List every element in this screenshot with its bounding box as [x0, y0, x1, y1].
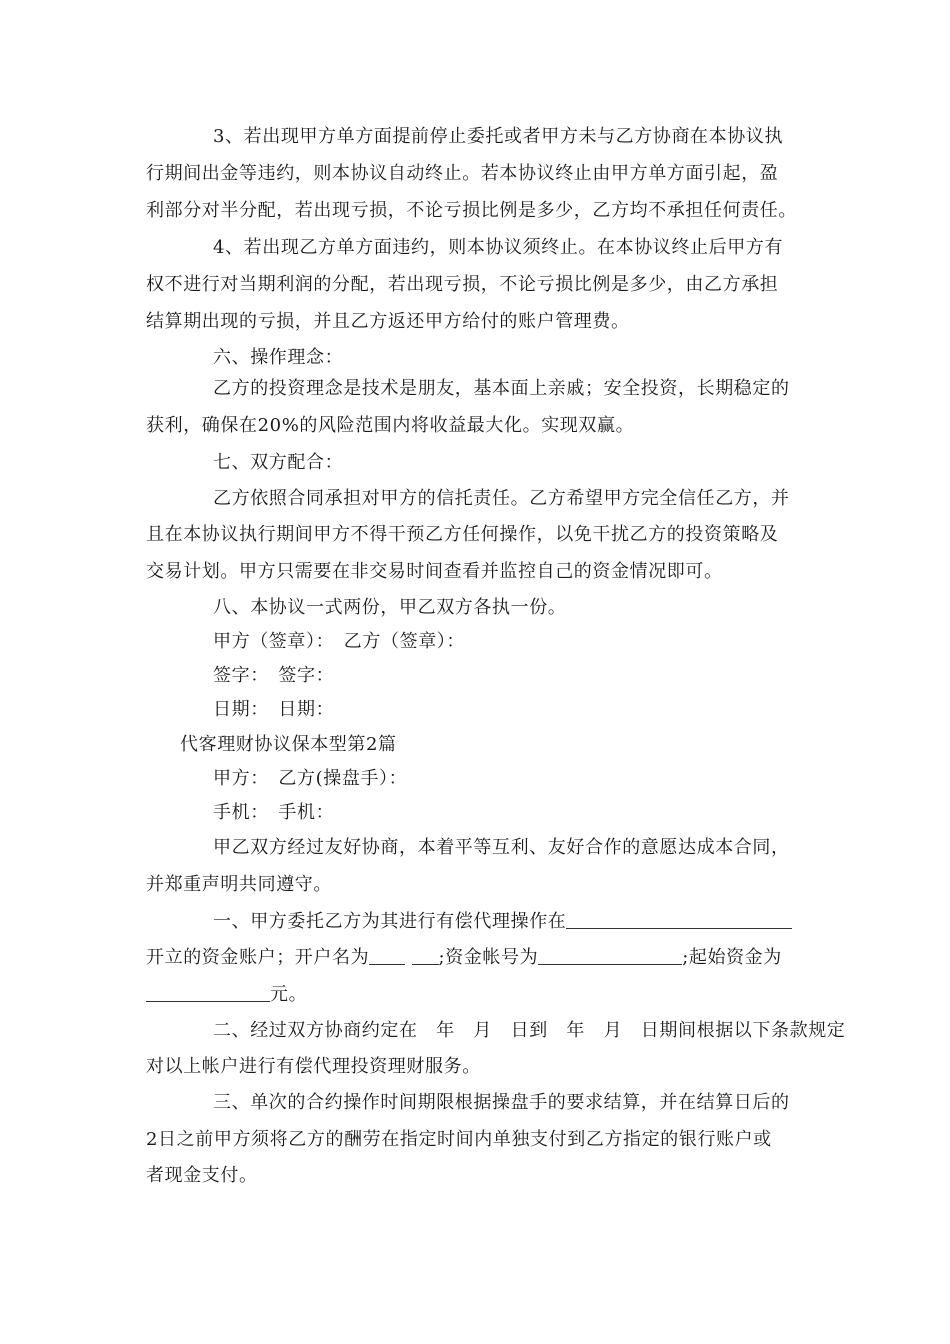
party-line: 甲方： 乙方(操盘手）： — [213, 768, 408, 789]
section-heading: 六、操作理念： — [213, 347, 344, 368]
paragraph-line: 2日之前甲方须将乙方的酬劳在指定时间内单独支付到乙方指定的银行账户或 — [146, 1129, 772, 1150]
section-heading: 八、本协议一式两份，甲乙双方各执一份。 — [213, 597, 567, 618]
clause-text: ;资金帐号为 — [438, 947, 539, 968]
paragraph-line: 行期间出金等违约，则本协议自动终止。若本协议终止由甲方单方面引起，盈 — [146, 163, 779, 184]
signature-line: 甲方（签章）： 乙方（签章）： — [213, 631, 465, 652]
paragraph-line: 乙方依照合同承担对甲方的信托责任。乙方希望甲方完全信任乙方，并 — [213, 488, 790, 509]
paragraph-line: 对以上帐户进行有偿代理投资理财服务。 — [146, 1056, 481, 1077]
signature-line: 签字： 签字： — [213, 665, 335, 686]
paragraph-line: 权不进行对当期利润的分配，若出现亏损，不论亏损比例是多少，由乙方承担 — [146, 274, 779, 295]
blank-field[interactable] — [538, 946, 682, 965]
clause-text: 开立的资金账户；开户名为 — [146, 947, 370, 968]
paragraph-line: 利部分对半分配，若出现亏损，不论亏损比例是多少，乙方均不承担任何责任。 — [146, 200, 797, 221]
paragraph-line: 且在本协议执行期间甲方不得干预乙方任何操作，以免干扰乙方的投资策略及 — [146, 524, 779, 545]
paragraph-line: 二、经过双方协商约定在 年 月 日到 年 月 日期间根据以下条款规定 — [213, 1020, 846, 1041]
paragraph-line: 并郑重声明共同遵守。 — [146, 874, 332, 895]
phone-line: 手机： 手机： — [213, 802, 335, 823]
blank-field[interactable] — [146, 983, 270, 1002]
paragraph-line: 者现金支付。 — [146, 1165, 258, 1186]
clause-line — [213, 910, 826, 934]
paragraph-line: 4、若出现乙方单方面违约，则本协议须终止。在本协议终止后甲方有 — [213, 237, 784, 258]
clause-text: ;起始资金为 — [682, 947, 782, 968]
clause-text: 元。 — [270, 984, 308, 1005]
paragraph-line: 乙方的投资理念是技术是朋友，基本面上亲戚；安全投资，长期稳定的 — [213, 378, 790, 399]
clause-line — [146, 983, 826, 1007]
document-title: 代客理财协议保本型第2篇 — [180, 734, 397, 755]
paragraph-line: 交易计划。甲方只需要在非交易时间查看并监控自己的资金情况即可。 — [146, 561, 723, 582]
paragraph-line: 三、单次的合约操作时间期限根据操盘手的要求结算，并在结算日后的 — [213, 1092, 790, 1113]
paragraph-line: 3、若出现甲方单方面提前停止委托或者甲方未与乙方协商在本协议执 — [213, 126, 784, 147]
paragraph-line: 结算期出现的亏损，并且乙方返还甲方给付的账户管理费。 — [146, 311, 630, 332]
date-line: 日期： 日期： — [213, 699, 335, 720]
paragraph-line: 获利，确保在20%的风险范围内将收益最大化。实现双赢。 — [146, 415, 635, 436]
blank-field[interactable] — [412, 946, 439, 965]
section-heading: 七、双方配合： — [213, 452, 344, 473]
blank-field[interactable] — [566, 910, 792, 929]
clause-text: 一、甲方委托乙方为其进行有偿代理操作在 — [213, 911, 567, 932]
paragraph-line: 甲乙双方经过友好协商，本着平等互利、友好合作的意愿达成本合同， — [213, 837, 790, 858]
blank-field[interactable] — [369, 946, 405, 965]
clause-line — [146, 946, 826, 970]
